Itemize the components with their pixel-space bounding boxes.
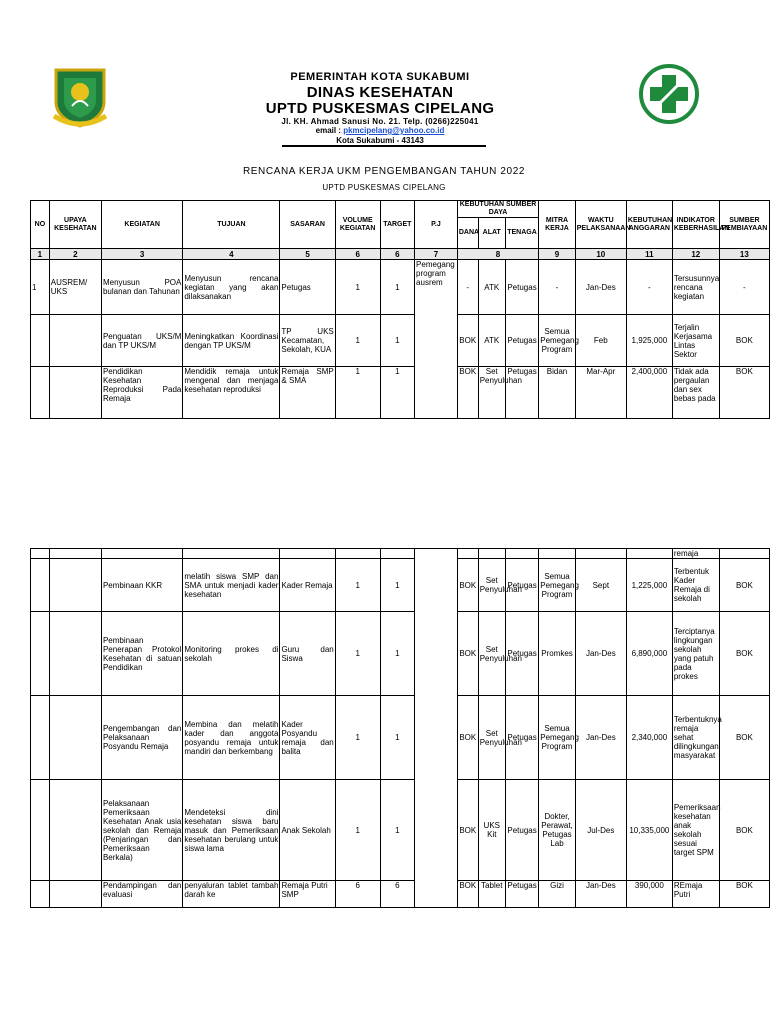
puskesmas-cross-icon — [638, 63, 700, 125]
cell-waktu: Feb — [575, 315, 626, 367]
cell-kegiatan — [101, 549, 182, 559]
cell-tenaga: Petugas — [505, 612, 538, 696]
cell-anggaran: 2,400,000 — [626, 367, 672, 419]
cell-target — [380, 549, 414, 559]
cell-indikator: Terbentuk Kader Remaja di sekolah — [672, 559, 719, 612]
cell-waktu — [575, 549, 626, 559]
table-row — [31, 549, 770, 559]
cell-waktu: Jan-Des — [575, 260, 626, 315]
col-number: 9 — [539, 249, 576, 260]
col-number: 8 — [457, 249, 538, 260]
cell-tenaga: Petugas — [505, 696, 538, 780]
cell-sumber: BOK — [719, 881, 769, 908]
col-volume: VOLUME KEGIATAN — [335, 201, 380, 249]
cell-sumber: BOK — [719, 780, 769, 881]
cell-alat: Set Penyuluhan — [478, 696, 505, 780]
cell-anggaran: 390,000 — [626, 881, 672, 908]
cell-no — [31, 612, 50, 696]
col-waktu: WAKTU PELAKSANAAN — [575, 201, 626, 249]
table-row — [31, 612, 770, 696]
cell-alat: UKS Kit — [478, 780, 505, 881]
cell-target: 1 — [380, 315, 414, 367]
cell-upaya — [49, 549, 101, 559]
cell-target: 1 — [380, 559, 414, 612]
cell-alat — [478, 549, 505, 559]
col-number: 6 — [335, 249, 380, 260]
cell-anggaran: 10,335,000 — [626, 780, 672, 881]
cell-mitra: Bidan — [539, 367, 576, 419]
cell-dana: BOK — [457, 315, 478, 367]
cell-waktu: Mar-Apr — [575, 367, 626, 419]
cell-anggaran: 1,925,000 — [626, 315, 672, 367]
table-row — [31, 559, 770, 612]
col-number: 6 — [380, 249, 414, 260]
cell-anggaran: 6,890,000 — [626, 612, 672, 696]
cell-kegiatan: Pelaksanaan Pemeriksaan Kesehatan Anak usia sekolah dan Remaja (Penjaringan dan Pemeriksaan Berkala) — [101, 780, 182, 881]
cell-volume: 1 — [335, 696, 380, 780]
cell-mitra: Gizi — [539, 881, 576, 908]
cell-target: 1 — [380, 696, 414, 780]
cell-waktu: Jan-Des — [575, 881, 626, 908]
col-number: 5 — [280, 249, 335, 260]
cell-upaya: AUSREM/ UKS — [49, 260, 101, 315]
cell-indikator: Terciptanya lingkungan sekolah yang patuh pada prokes — [672, 612, 719, 696]
cell-upaya — [49, 881, 101, 908]
cell-volume: 1 — [335, 260, 380, 315]
cell-alat: Set Penyuluhan — [478, 559, 505, 612]
email-label: email : — [315, 126, 344, 135]
col-upaya: UPAYA KESEHATAN — [49, 201, 101, 249]
col-number: 4 — [183, 249, 280, 260]
cell-upaya — [49, 559, 101, 612]
cell-no — [31, 780, 50, 881]
header-government: PEMERINTAH KOTA SUKABUMI — [290, 71, 470, 83]
cell-mitra: Semua Pemegang Program — [539, 315, 576, 367]
col-sumber: SUMBER PEMBIAYAAN — [719, 201, 769, 249]
table-row — [31, 881, 770, 908]
table-row — [31, 780, 770, 881]
cell-alat: Set Penyuluhan — [478, 612, 505, 696]
cell-anggaran: 1,225,000 — [626, 559, 672, 612]
cell-volume: 1 — [335, 559, 380, 612]
cell-alat: ATK — [478, 260, 505, 315]
cell-sumber: BOK — [719, 696, 769, 780]
cell-dana: BOK — [457, 780, 478, 881]
cell-target: 6 — [380, 881, 414, 908]
col-tenaga: TENAGA — [505, 218, 538, 249]
cell-dana: BOK — [457, 612, 478, 696]
cell-sasaran: TP UKS Kecamatan, Sekolah, KUA — [280, 315, 335, 367]
cell-target: 1 — [380, 612, 414, 696]
cell-sasaran: Remaja Putri SMP — [280, 881, 335, 908]
email-link[interactable]: pkmcipelang@yahoo.co.id — [343, 126, 445, 135]
header-department: DINAS KESEHATAN — [306, 84, 454, 101]
cell-dana: BOK — [457, 696, 478, 780]
cell-no: 1 — [31, 260, 50, 315]
cell-kegiatan: Menyusun POA bulanan dan Tahunan — [101, 260, 182, 315]
cell-sasaran: Anak Sekolah — [280, 780, 335, 881]
cell-dana: BOK — [457, 367, 478, 419]
cell-sumber: BOK — [719, 559, 769, 612]
header-address: Jl. KH. Ahmad Sanusi No. 21. Telp. (0266)225041 — [281, 117, 479, 126]
cell-dana: BOK — [457, 881, 478, 908]
col-pj: P.J — [415, 201, 458, 249]
cell-sumber: BOK — [719, 315, 769, 367]
cell-dana: - — [457, 260, 478, 315]
table-row — [31, 696, 770, 780]
cell-pj — [415, 549, 458, 908]
cell-indikator: Terbentuknya remaja sehat dilingkungan masyarakat — [672, 696, 719, 780]
cell-indikator: Tidak ada pergaulan dan sex bebas pada — [672, 367, 719, 419]
cell-tenaga: Petugas — [505, 315, 538, 367]
col-tujuan: TUJUAN — [183, 201, 280, 249]
cell-tujuan: penyaluran tablet tambah darah ke — [183, 881, 280, 908]
cell-tenaga: Petugas — [505, 780, 538, 881]
header-divider — [282, 145, 486, 147]
cell-waktu: Jul-Des — [575, 780, 626, 881]
cell-target: 1 — [380, 367, 414, 419]
cell-volume: 1 — [335, 367, 380, 419]
cell-mitra: Semua Pemegang Program — [539, 559, 576, 612]
cell-no — [31, 696, 50, 780]
col-number: 12 — [672, 249, 719, 260]
header-puskesmas: UPTD PUSKESMAS CIPELANG — [265, 100, 495, 117]
col-mitra: MITRA KERJA — [539, 201, 576, 249]
cell-indikator: Tersusunnya rencana kegiatan — [672, 260, 719, 315]
cell-sasaran: Kader Posyandu remaja dan balita — [280, 696, 335, 780]
cell-upaya — [49, 780, 101, 881]
cell-sumber: BOK — [719, 612, 769, 696]
cell-tenaga — [505, 549, 538, 559]
cell-tujuan: Mendeteksi dini kesehatan siswa baru masuk dan Pemeriksaan kesehatan berulang untuk siswa lama — [183, 780, 280, 881]
col-dana: DANA — [457, 218, 478, 249]
col-number: 7 — [415, 249, 458, 260]
cell-no — [31, 315, 50, 367]
cell-volume — [335, 549, 380, 559]
table-row — [31, 367, 770, 419]
col-number: 3 — [101, 249, 182, 260]
cell-upaya — [49, 315, 101, 367]
col-number: 10 — [575, 249, 626, 260]
work-plan-table-1 — [30, 200, 770, 419]
cell-no — [31, 881, 50, 908]
cell-kegiatan: Penguatan UKS/M dan TP UKS/M — [101, 315, 182, 367]
cell-tujuan: Mendidik remaja untuk mengenal dan menjaga kesehatan reproduksi — [183, 367, 280, 419]
cell-tujuan: Monitoring prokes di sekolah — [183, 612, 280, 696]
cell-indikator: Terjalin Kerjasama Lintas Sektor — [672, 315, 719, 367]
cell-kegiatan: Pengembangan dan Pelaksanaan Posyandu Remaja — [101, 696, 182, 780]
col-alat: ALAT — [478, 218, 505, 249]
cell-indikator: Pemeriksaan kesehatan anak sekolah sesuai target SPM — [672, 780, 719, 881]
cell-tujuan: Membina dan melatih kader dan anggota posyandu remaja untuk mandiri dan berkembang — [183, 696, 280, 780]
cell-sasaran — [280, 549, 335, 559]
col-anggaran: KEBUTUHAN ANGGARAN — [626, 201, 672, 249]
cell-sasaran: Guru dan Siswa — [280, 612, 335, 696]
cell-mitra: Semua Pemegang Program — [539, 696, 576, 780]
cell-kegiatan: Pembinaan Penerapan Protokol Kesehatan di satuan Pendidikan — [101, 612, 182, 696]
cell-sumber: - — [719, 260, 769, 315]
cell-tujuan: melatih siswa SMP dan SMA untuk menjadi kader kesehatan — [183, 559, 280, 612]
cell-sumber: BOK — [719, 367, 769, 419]
cell-alat: ATK — [478, 315, 505, 367]
table-row — [31, 315, 770, 367]
cell-tujuan — [183, 549, 280, 559]
cell-waktu: Jan-Des — [575, 696, 626, 780]
cell-mitra: Promkes — [539, 612, 576, 696]
header-email-line — [190, 126, 570, 135]
cell-waktu: Jan-Des — [575, 612, 626, 696]
cell-volume: 1 — [335, 780, 380, 881]
cell-waktu: Sept — [575, 559, 626, 612]
col-number: 1 — [31, 249, 50, 260]
cell-indikator: remaja — [672, 549, 719, 559]
cell-indikator: REmaja Putri — [672, 881, 719, 908]
cell-volume: 1 — [335, 612, 380, 696]
cell-no — [31, 367, 50, 419]
col-sasaran: SASARAN — [280, 201, 335, 249]
cell-tujuan: Meningkatkan Koordinasi dengan TP UKS/M — [183, 315, 280, 367]
document-title: RENCANA KERJA UKM PENGEMBANGAN TAHUN 2022 — [242, 166, 526, 177]
cell-upaya — [49, 367, 101, 419]
cell-mitra: Dokter, Perawat, Petugas Lab — [539, 780, 576, 881]
cell-tenaga: Petugas — [505, 367, 538, 419]
document-subtitle: UPTD PUSKESMAS CIPELANG — [322, 183, 446, 192]
cell-kegiatan: Pendampingan dan evaluasi — [101, 881, 182, 908]
cell-target: 1 — [380, 780, 414, 881]
col-target: TARGET — [380, 201, 414, 249]
cell-alat: Tablet — [478, 881, 505, 908]
col-indikator: INDIKATOR KEBERHASILAN — [672, 201, 719, 249]
cell-dana: BOK — [457, 559, 478, 612]
cell-sumber — [719, 549, 769, 559]
cell-mitra: - — [539, 260, 576, 315]
cell-pj: Pemegang program ausrem — [415, 260, 458, 419]
cell-tenaga: Petugas — [505, 260, 538, 315]
cell-sasaran: Petugas — [280, 260, 335, 315]
cell-target: 1 — [380, 260, 414, 315]
cell-sasaran: Kader Remaja — [280, 559, 335, 612]
cell-upaya — [49, 612, 101, 696]
cell-dana — [457, 549, 478, 559]
col-number: 2 — [49, 249, 101, 260]
cell-tenaga: Petugas — [505, 559, 538, 612]
cell-tujuan: Menyusun rencana kegiatan yang akan dilaksanakan — [183, 260, 280, 315]
cell-upaya — [49, 696, 101, 780]
col-no: NO — [31, 201, 50, 249]
work-plan-table-2 — [30, 548, 770, 908]
cell-anggaran: - — [626, 260, 672, 315]
cell-volume: 1 — [335, 315, 380, 367]
kota-sukabumi-emblem — [50, 66, 110, 128]
header-city: Kota Sukabumi - 43143 — [336, 136, 424, 145]
col-kegiatan: KEGIATAN — [101, 201, 182, 249]
cell-alat: Set Penyuluhan — [478, 367, 505, 419]
col-kebutuhan: KEBUTUHAN SUMBER DAYA — [457, 201, 538, 218]
cell-sasaran: Remaja SMP & SMA — [280, 367, 335, 419]
cell-tenaga: Petugas — [505, 881, 538, 908]
col-number: 13 — [719, 249, 769, 260]
col-number: 11 — [626, 249, 672, 260]
cell-no — [31, 549, 50, 559]
table-row — [31, 260, 770, 315]
cell-kegiatan: Pembinaan KKR — [101, 559, 182, 612]
cell-mitra — [539, 549, 576, 559]
cell-no — [31, 559, 50, 612]
cell-kegiatan: Pendidikan Kesehatan Reproduksi Pada Remaja — [101, 367, 182, 419]
cell-volume: 6 — [335, 881, 380, 908]
cell-anggaran — [626, 549, 672, 559]
cell-anggaran: 2,340,000 — [626, 696, 672, 780]
